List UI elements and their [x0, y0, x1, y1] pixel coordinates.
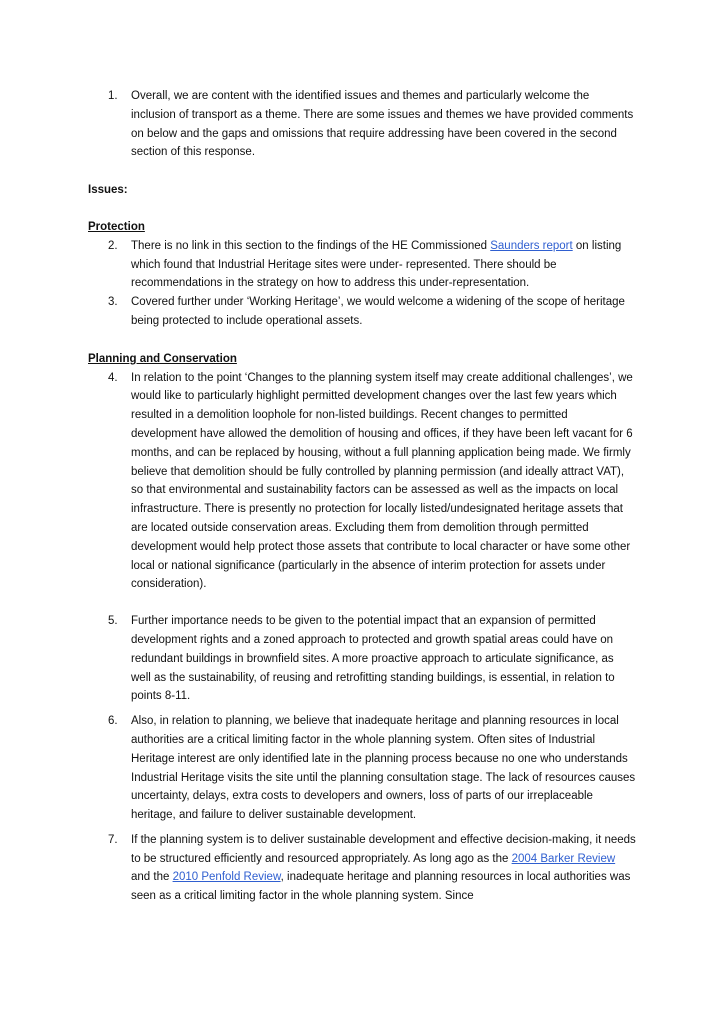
- item-text: Also, in relation to planning, we believe that inadequate heritage and planning resources in local authorities are a critical limiting factor in the whole planning system. Often sites of Industrial Heritage interest are only identified late in the planning process because no one who understands Industrial Heritage visits the site until the planning consultation stage. The lack of resources causes uncertainty, delays, extra costs to developers and owners, loss of parts of our irreplaceable heritage, and failure to deliver sustainable development.: [131, 715, 636, 822]
- item-number: 6.: [108, 715, 118, 728]
- item-text-mid: and the: [131, 871, 173, 884]
- list-item-6: [88, 712, 636, 825]
- issues-heading: Issues:: [88, 184, 128, 197]
- item-number: 5.: [108, 615, 118, 628]
- item-number: 1.: [108, 90, 118, 102]
- barker-review-link[interactable]: 2004 Barker Review: [511, 852, 616, 865]
- item-text-post: on listing which found that Industrial Heritage sites were under- represented. There should be recommendations in the strategy on how to address this under-representation.: [131, 239, 622, 290]
- item-text: Further importance needs to be given to the potential impact that an expansion of permitted development rights and a zoned approach to protected and growth spatial areas could have on redundant buildings in brownfield sites. A more proactive approach to articulate significance, as well as the sustainability, of reusing and retrofitting standing buildings, is essential, in relation to points 8-11.: [131, 615, 615, 703]
- item-text-pre: There is no link in this section to the findings of the HE Commissioned: [131, 239, 491, 252]
- list-item-5: [88, 612, 636, 706]
- item-text: In relation to the point ‘Changes to the planning system itself may create additional challenges’, we would like to particularly highlight permitted development changes over the last few years which resulted in a demolition loophole for non-listed buildings. Recent changes to permitted development have allowed the demolition of housing and offices, if they have been left vacant for 6 months, and can be replaced by housing, without a full planning application being made. We firmly believe that demolition should be fully controlled by planning permission (and ideally attract VAT), so that environmental and sustainability factors can be assessed as well as the impacts on local infrastructure. There is presently no protection for locally listed/undesignated heritage assets that are located outside conservation areas. Excluding them from demolition through permitted development would help protect those assets that contribute to local character or have some other local or national significance (particularly in the absence of interim protection for assets under consideration).: [131, 371, 633, 591]
- item-text-pre: If the planning system is to deliver sustainable development and effective decision-making, it needs to be structured efficiently and resourced appropriately. As long ago as the: [131, 833, 636, 865]
- list-item-1: [88, 87, 636, 162]
- protection-heading: Protection: [88, 220, 145, 233]
- list-item-7: [88, 831, 636, 906]
- item-text: Overall, we are content with the identified issues and themes and particularly welcome the inclusion of transport as a theme. There are some issues and themes we have provided comments on below and the gaps and omissions that require addressing have been covered in the second section of this response.: [131, 90, 634, 159]
- item-number: 4.: [108, 371, 118, 384]
- list-item-4: [88, 369, 636, 595]
- planning-list: [88, 369, 636, 907]
- item-number: 2.: [108, 239, 118, 252]
- saunders-report-link[interactable]: Saunders report: [490, 239, 573, 252]
- penfold-review-link[interactable]: 2010 Penfold Review: [172, 871, 281, 884]
- document-page: [88, 87, 636, 906]
- item-number: 7.: [108, 833, 118, 846]
- list-item-3: [88, 293, 636, 331]
- intro-list: [88, 87, 636, 162]
- item-text-post: , inadequate heritage and planning resources in local authorities was seen as a critical limiting factor in the whole planning system. Since: [131, 871, 631, 903]
- protection-list: [88, 237, 636, 331]
- planning-heading: Planning and Conservation: [88, 352, 237, 365]
- list-item-2: [88, 237, 636, 293]
- item-text: Covered further under ‘Working Heritage’, we would welcome a widening of the scope of heritage being protected to include operational assets.: [131, 296, 625, 327]
- item-number: 3.: [108, 296, 118, 309]
